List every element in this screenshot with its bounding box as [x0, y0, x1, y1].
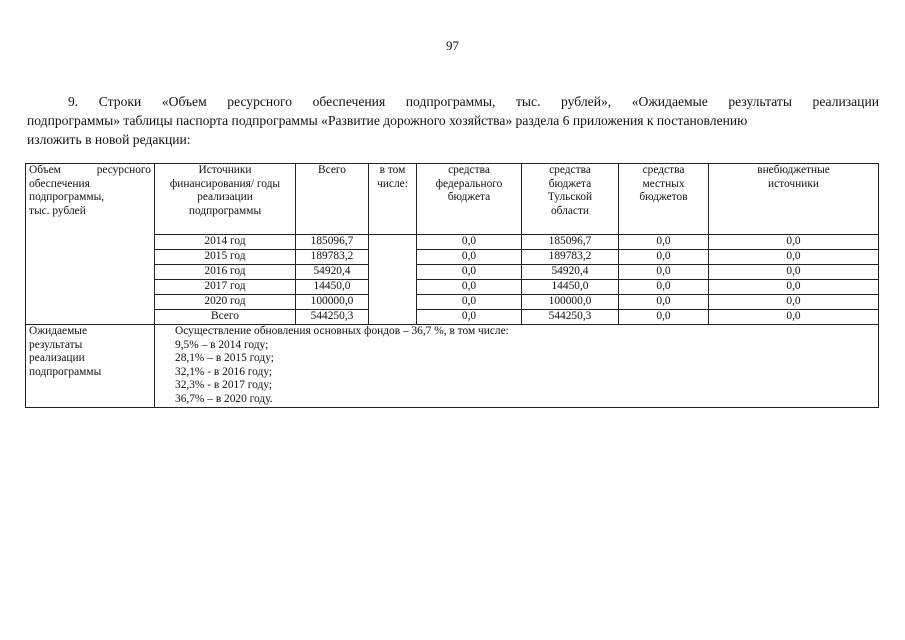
label-word: Объем — [29, 164, 61, 176]
expected-line: 32,3% - в 2017 году; — [175, 379, 273, 391]
local-cell: 0,0 — [619, 235, 709, 250]
expected-line: Осуществление обновления основных фондов – 36,7 %, в том числе: — [175, 325, 509, 337]
intro-line-1: 9. Строки «Объем ресурсного обеспечения подпрограммы, тыс. рублей», «Ожидаемые результаты реализации — [68, 94, 879, 109]
header-total: Всего — [296, 164, 369, 235]
regional-cell: 54920,4 — [522, 265, 619, 280]
year-cell: 2016 год — [155, 265, 296, 280]
federal-cell: 0,0 — [417, 295, 522, 310]
year-cell: 2017 год — [155, 280, 296, 295]
extra-cell: 0,0 — [709, 295, 879, 310]
expected-line: 32,1% - в 2016 году; — [175, 365, 273, 378]
label-line: обеспечения — [29, 177, 90, 190]
intro-paragraph — [27, 92, 879, 149]
regional-cell: 544250,3 — [522, 310, 619, 325]
year-cell: 2020 год — [155, 295, 296, 310]
expected-results-label: Ожидаемые результаты реализации подпрограммы — [26, 325, 155, 408]
local-cell: 0,0 — [619, 280, 709, 295]
local-cell: 0,0 — [619, 265, 709, 280]
expected-results-row — [26, 325, 879, 408]
federal-cell: 0,0 — [417, 250, 522, 265]
local-cell: 0,0 — [619, 310, 709, 325]
local-cell: 0,0 — [619, 295, 709, 310]
expected-results-text — [155, 325, 879, 408]
total-cell: 544250,3 — [296, 310, 369, 325]
table-header-row — [26, 164, 879, 235]
total-cell: 54920,4 — [296, 265, 369, 280]
total-cell: 185096,7 — [296, 235, 369, 250]
header-extrabudgetary: внебюджетные источники — [709, 164, 879, 235]
year-cell: Всего — [155, 310, 296, 325]
total-cell: 100000,0 — [296, 295, 369, 310]
page-number: 97 — [446, 38, 459, 53]
regional-cell: 100000,0 — [522, 295, 619, 310]
federal-cell: 0,0 — [417, 310, 522, 325]
header-including: в том числе: — [369, 164, 417, 235]
header-sources: Источники финансирования/ годы реализации подпрограммы — [155, 164, 296, 235]
label-word: ресурсного — [96, 164, 151, 176]
extra-cell: 0,0 — [709, 310, 879, 325]
label-line: тыс. рублей — [29, 204, 86, 217]
total-cell: 189783,2 — [296, 250, 369, 265]
expected-line: 36,7% – в 2020 году. — [175, 392, 273, 405]
intro-line-2: подпрограммы» таблицы паспорта подпрограммы «Развитие дорожного хозяйства» раздела 6 приложения к постановлению — [27, 113, 748, 128]
regional-cell: 189783,2 — [522, 250, 619, 265]
year-cell: 2015 год — [155, 250, 296, 265]
extra-cell: 0,0 — [709, 265, 879, 280]
header-federal-budget: средства федерального бюджета — [417, 164, 522, 235]
extra-cell: 0,0 — [709, 250, 879, 265]
total-cell: 14450,0 — [296, 280, 369, 295]
federal-cell: 0,0 — [417, 235, 522, 250]
header-regional-budget: средства бюджета Тульской области — [522, 164, 619, 235]
extra-cell: 0,0 — [709, 280, 879, 295]
expected-line: 9,5% – в 2014 году; — [175, 338, 269, 351]
including-cell — [369, 235, 417, 325]
federal-cell: 0,0 — [417, 280, 522, 295]
local-cell: 0,0 — [619, 250, 709, 265]
intro-line-3: изложить в новой редакции: — [27, 132, 191, 147]
resource-volume-label — [26, 164, 155, 325]
header-local-budgets: средства местных бюджетов — [619, 164, 709, 235]
subprogram-passport-table — [25, 163, 879, 408]
regional-cell: 185096,7 — [522, 235, 619, 250]
expected-line: 28,1% – в 2015 году; — [175, 352, 274, 364]
year-cell: 2014 год — [155, 235, 296, 250]
regional-cell: 14450,0 — [522, 280, 619, 295]
federal-cell: 0,0 — [417, 265, 522, 280]
label-line: подпрограммы, — [29, 191, 105, 203]
extra-cell: 0,0 — [709, 235, 879, 250]
